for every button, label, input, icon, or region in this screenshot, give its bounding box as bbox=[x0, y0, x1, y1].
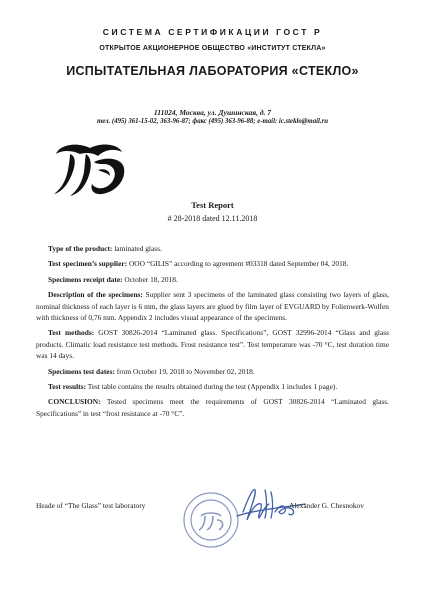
company-name: ОТКРЫТОЕ АКЦИОНЕРНОЕ ОБЩЕСТВО «ИНСТИТУТ СТЕКЛА» bbox=[99, 45, 326, 52]
report-number: # 28-2018 dated 12.11.2018 bbox=[167, 214, 258, 223]
methods-paragraph bbox=[36, 327, 389, 361]
lab-address: 111024, Москва, ул. Душинская, д. 7 bbox=[153, 108, 272, 117]
receipt-paragraph bbox=[36, 274, 389, 285]
description-paragraph bbox=[36, 289, 389, 323]
product-value: laminated glass. bbox=[112, 244, 162, 253]
laboratory-name: ИСПЫТАТЕЛЬНАЯ ЛАБОРАТОРИЯ «СТЕКЛО» bbox=[66, 64, 359, 78]
test-dates-paragraph bbox=[36, 366, 389, 377]
conclusion-label: CONCLUSION: bbox=[48, 397, 101, 407]
lab-contacts: тел. (495) 361-15-02, 363-96-87; факс (495) 363-96-88; e-mail: ic.steklo@mail.ru bbox=[97, 118, 328, 125]
institute-logo bbox=[50, 140, 128, 198]
supplier-paragraph bbox=[36, 258, 389, 269]
methods-label: Test methods: bbox=[48, 328, 95, 338]
test-dates-label: Specimens test dates: bbox=[48, 366, 115, 376]
supplier-label: Test specimen’s supplier: bbox=[48, 259, 128, 269]
report-body bbox=[36, 243, 389, 423]
methods-value: GOST 30826-2014 “Laminated glass. Specifications”, GOST 32996-2014 “Glass and glass products. Climatic load resistance test methods. Frost resistance test”. Test temperature was -70 °C, test duration time was 14 days. bbox=[36, 328, 389, 361]
signatory-name: Alexander G. Chesnokov bbox=[289, 501, 364, 510]
results-label: Test results: bbox=[48, 382, 86, 392]
conclusion-paragraph bbox=[36, 396, 389, 419]
description-label: Description of the specimens: bbox=[48, 290, 143, 300]
product-paragraph bbox=[36, 243, 389, 254]
description-value: Supplier sent 3 specimens of the laminated glass consisting two layers of glass, nominal thickness of each layer is 6 mm, the glass layers are glued by film layer of EVGUARD by Folienwerk-Wolfen with thickness of 0,76 mm. Appendix 2 includes visual appearance of the specimens. bbox=[36, 290, 389, 323]
conclusion-value: Tested specimens meet the requirements of GOST 30826-2014 “Laminated glass. Specifications” in test “frost resistance at -70 °C”. bbox=[36, 397, 389, 418]
test-dates-value: from October 19, 2018 to November 02, 2018. bbox=[114, 366, 255, 376]
supplier-value: OOO “GILIS” according to agreement #03318 dated September 04, 2018. bbox=[127, 259, 349, 269]
receipt-value: October 18, 2018. bbox=[122, 274, 178, 284]
certification-system-heading: СИСТЕМА СЕРТИФИКАЦИИ ГОСТ Р bbox=[102, 27, 323, 37]
receipt-label: Specimens receipt date: bbox=[48, 274, 123, 284]
product-label: Type of the product: bbox=[48, 244, 113, 253]
report-title: Test Report bbox=[191, 200, 234, 210]
results-paragraph bbox=[36, 381, 389, 392]
results-value: Test table contains the results obtained during the test (Appendix 1 includes 1 page). bbox=[85, 382, 338, 392]
signatory-title: Heade of “The Glass” test laboratory bbox=[36, 501, 146, 510]
laboratory-stamp bbox=[181, 490, 241, 550]
